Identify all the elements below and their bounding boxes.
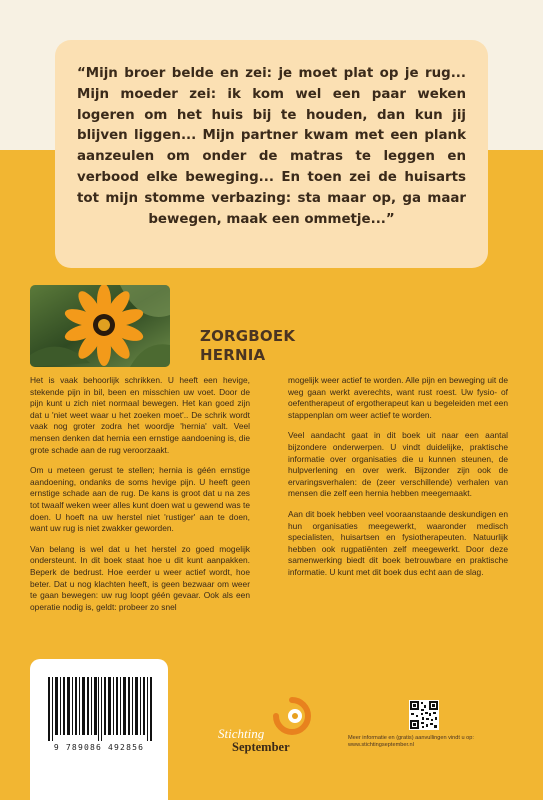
- flower-photo: [30, 285, 170, 367]
- quote-text: “Mijn broer belde en zei: je moet plat op je rug... Mijn moeder zei: ik kom wel een paar weken logeren om het huis bij te houden, dan kun jij blijven liggen... Mijn partner kwam met een plank aanzeulen om onder de matras te leggen en verbood elke beweging... En toen zei de huisarts tot mijn stomme verbazing: sta maar op, ga maar bewegen, maak een ommetje...”: [77, 66, 466, 227]
- book-title: [200, 327, 400, 365]
- barcode-box: [30, 659, 168, 800]
- flower-logo-icon: [262, 696, 322, 736]
- paragraph: Van belang is wel dat u het herstel zo goed mogelijk ondersteunt. In dit boek staat hoe u dit kunt aanpakken. Beperk de bedrust. Hoe eerder u weer actief wordt, hoe beter. Dat u nog klachten heeft, is geen bezwaar om weer te gaan bewegen: uw rug loopt géén gevaar. Ook als een operatie nodig is, geldt: probeer zo snel: [30, 543, 250, 612]
- title-line-2: HERNIA: [200, 346, 266, 364]
- isbn-number: 9 789086 492856: [53, 743, 145, 752]
- qr-code-icon: [409, 700, 439, 730]
- paragraph: mogelijk weer actief te worden. Alle pijn en beweging uit de weg gaan werkt averechts, want rust roest. Uw fysio- of oefentherapeut of ergotherapeut kan u begeleiden met een stappenplan om weer actief te worden.: [288, 375, 508, 420]
- paragraph: Het is vaak behoorlijk schrikken. U heeft een hevige, stekende pijn in bil, been en misschien uw voet. Door de pijn kunt u zich niet normaal bewegen. Het kan goed zijn dat u 'niet weet waar u het zoeken moet'.. De schrik wordt vaak nog groter zodra het woordje 'hernia' valt. Veel mensen denken dat hernia een ernstige aandoening is, die grote schade aan de rug veroorzaakt.: [30, 375, 250, 455]
- info-text: [348, 735, 533, 750]
- website-link[interactable]: www.stichtingseptember.nl: [348, 742, 414, 749]
- body-column-right: [288, 375, 508, 588]
- flower-image: [30, 285, 170, 367]
- publisher-logo: [218, 696, 328, 756]
- paragraph: Aan dit boek hebben veel vooraanstaande deskundigen en hun organisaties meegewerkt, waaronder medisch specialisten, huisartsen en fysiotherapeuten. Natuurlijk hebben ook rugpatiënten zelf meegewerkt. Door deze samenwerking biedt dit boek betrouwbare en praktische informatie. U kunt met dit boek dus echt aan de slag.: [288, 508, 508, 577]
- quote-box: [55, 40, 488, 268]
- body-column-left: [30, 375, 250, 622]
- barcode-icon: [48, 677, 152, 741]
- logo-text-september: September: [232, 740, 290, 754]
- paragraph: Om u meteen gerust te stellen; hernia is géén ernstige aandoening, ondanks de soms hevige pijn. U heeft geen ernstige schade aan de rug. De kans is groot dat u na zes tot twaalf weken weer alles kunt doen wat u gewend was te doen. U hoeft na uw herstel niet 'rustiger' aan te doen, want uw rug is niet zwakker geworden.: [30, 465, 250, 534]
- title-line-1: ZORGBOEK: [200, 327, 296, 345]
- paragraph: Veel aandacht gaat in dit boek uit naar een aantal bijzondere onderwerpen. U vindt duidelijke, praktische informatie over organisaties die u kunnen steunen, de hulpverlening en over werk. Bijzonder zijn ook de ervaringsverhalen: de (zeer verschillende) verhalen van mensen die zelf een hernia hebben meegemaakt.: [288, 430, 508, 499]
- logo-text-stichting: Stichting: [218, 726, 265, 741]
- info-line-1: Meer informatie en (gratis) aanvullingen vindt u op:: [348, 735, 474, 741]
